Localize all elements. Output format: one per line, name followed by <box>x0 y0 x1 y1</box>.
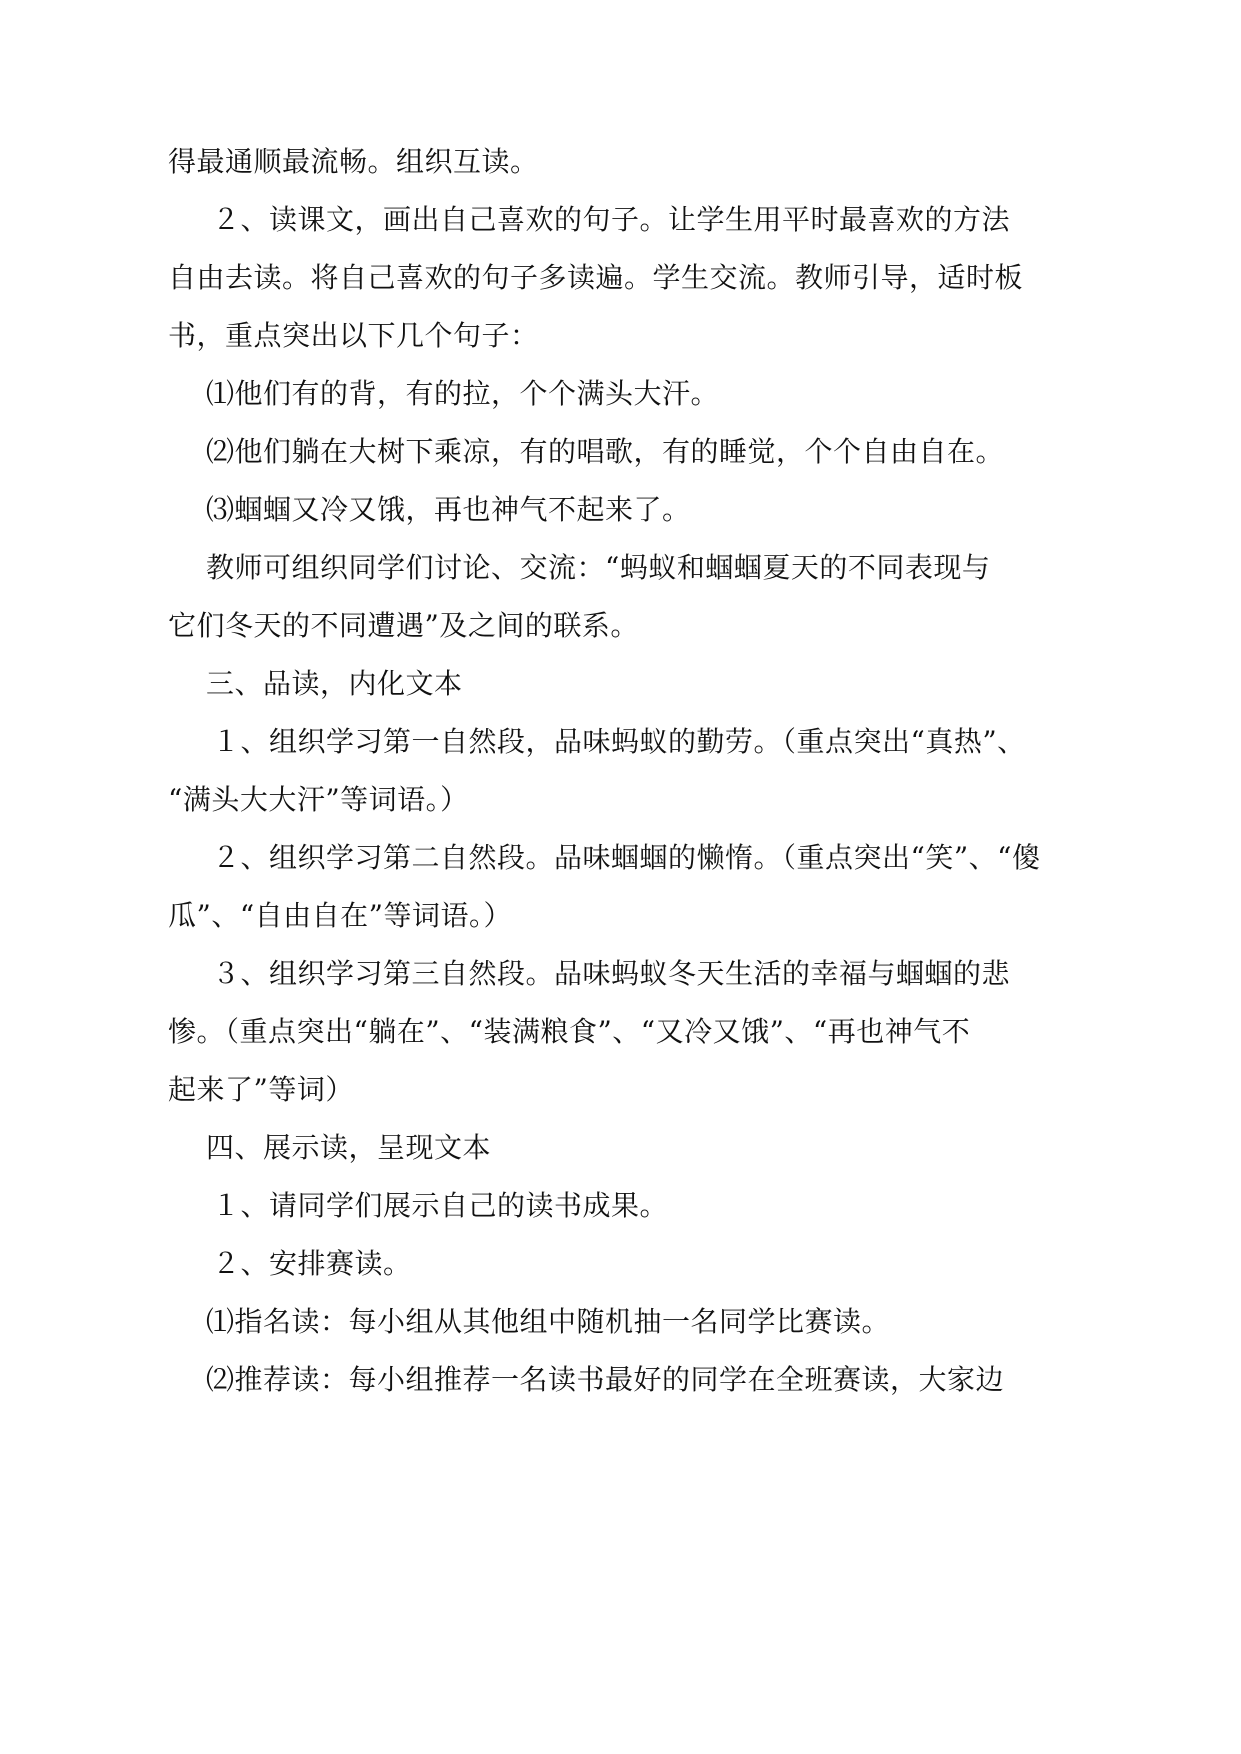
text-line: ３、组织学习第三自然段。品味蚂蚁冬天生活的幸福与蝈蝈的悲 <box>212 957 1011 990</box>
text-line: 自由去读。将自己喜欢的句子多读遍。学生交流。教师引导，适时板 <box>168 261 1024 294</box>
text-line: ⑴指名读：每小组从其他组中随机抽一名同学比赛读。 <box>206 1305 891 1338</box>
text-line: 教师可组织同学们讨论、交流：“蚂蚁和蝈蝈夏天的不同表现与 <box>206 551 991 584</box>
text-line: ⑶蝈蝈又冷又饿，再也神气不起来了。 <box>206 493 691 526</box>
text-line: 起来了”等词） <box>168 1073 354 1106</box>
text-line: 书，重点突出以下几个句子： <box>168 319 539 352</box>
text-line: 它们冬天的不同遭遇”及之间的联系。 <box>168 609 639 642</box>
text-line: 瓜”、“自由自在”等词语。） <box>168 899 512 932</box>
text-line: 得最通顺最流畅。组织互读。 <box>168 145 539 178</box>
text-line: １、组织学习第一自然段，品味蚂蚁的勤劳。（重点突出“真热”、 <box>212 725 1026 758</box>
text-line: ⑴他们有的背，有的拉，个个满头大汗。 <box>206 377 720 410</box>
text-line: ⑵推荐读：每小组推荐一名读书最好的同学在全班赛读，大家边 <box>206 1363 1005 1396</box>
text-line: “满头大大汗”等词语。） <box>168 783 469 816</box>
section-heading: 四、展示读，呈现文本 <box>206 1131 492 1164</box>
text-line: 惨。（重点突出“躺在”、“装满粮食”、“又冷又饿”、“再也神气不 <box>168 1015 971 1048</box>
text-line: １、请同学们展示自己的读书成果。 <box>212 1189 669 1222</box>
text-line: ２、安排赛读。 <box>212 1247 412 1280</box>
section-heading: 三、品读，内化文本 <box>206 667 463 700</box>
text-line: ２、组织学习第二自然段。品味蝈蝈的懒惰。（重点突出“笑”、“傻 <box>212 841 1041 874</box>
text-line: ⑵他们躺在大树下乘凉，有的唱歌，有的睡觉，个个自由自在。 <box>206 435 1005 468</box>
text-line: ２、读课文，画出自己喜欢的句子。让学生用平时最喜欢的方法 <box>212 203 1011 236</box>
